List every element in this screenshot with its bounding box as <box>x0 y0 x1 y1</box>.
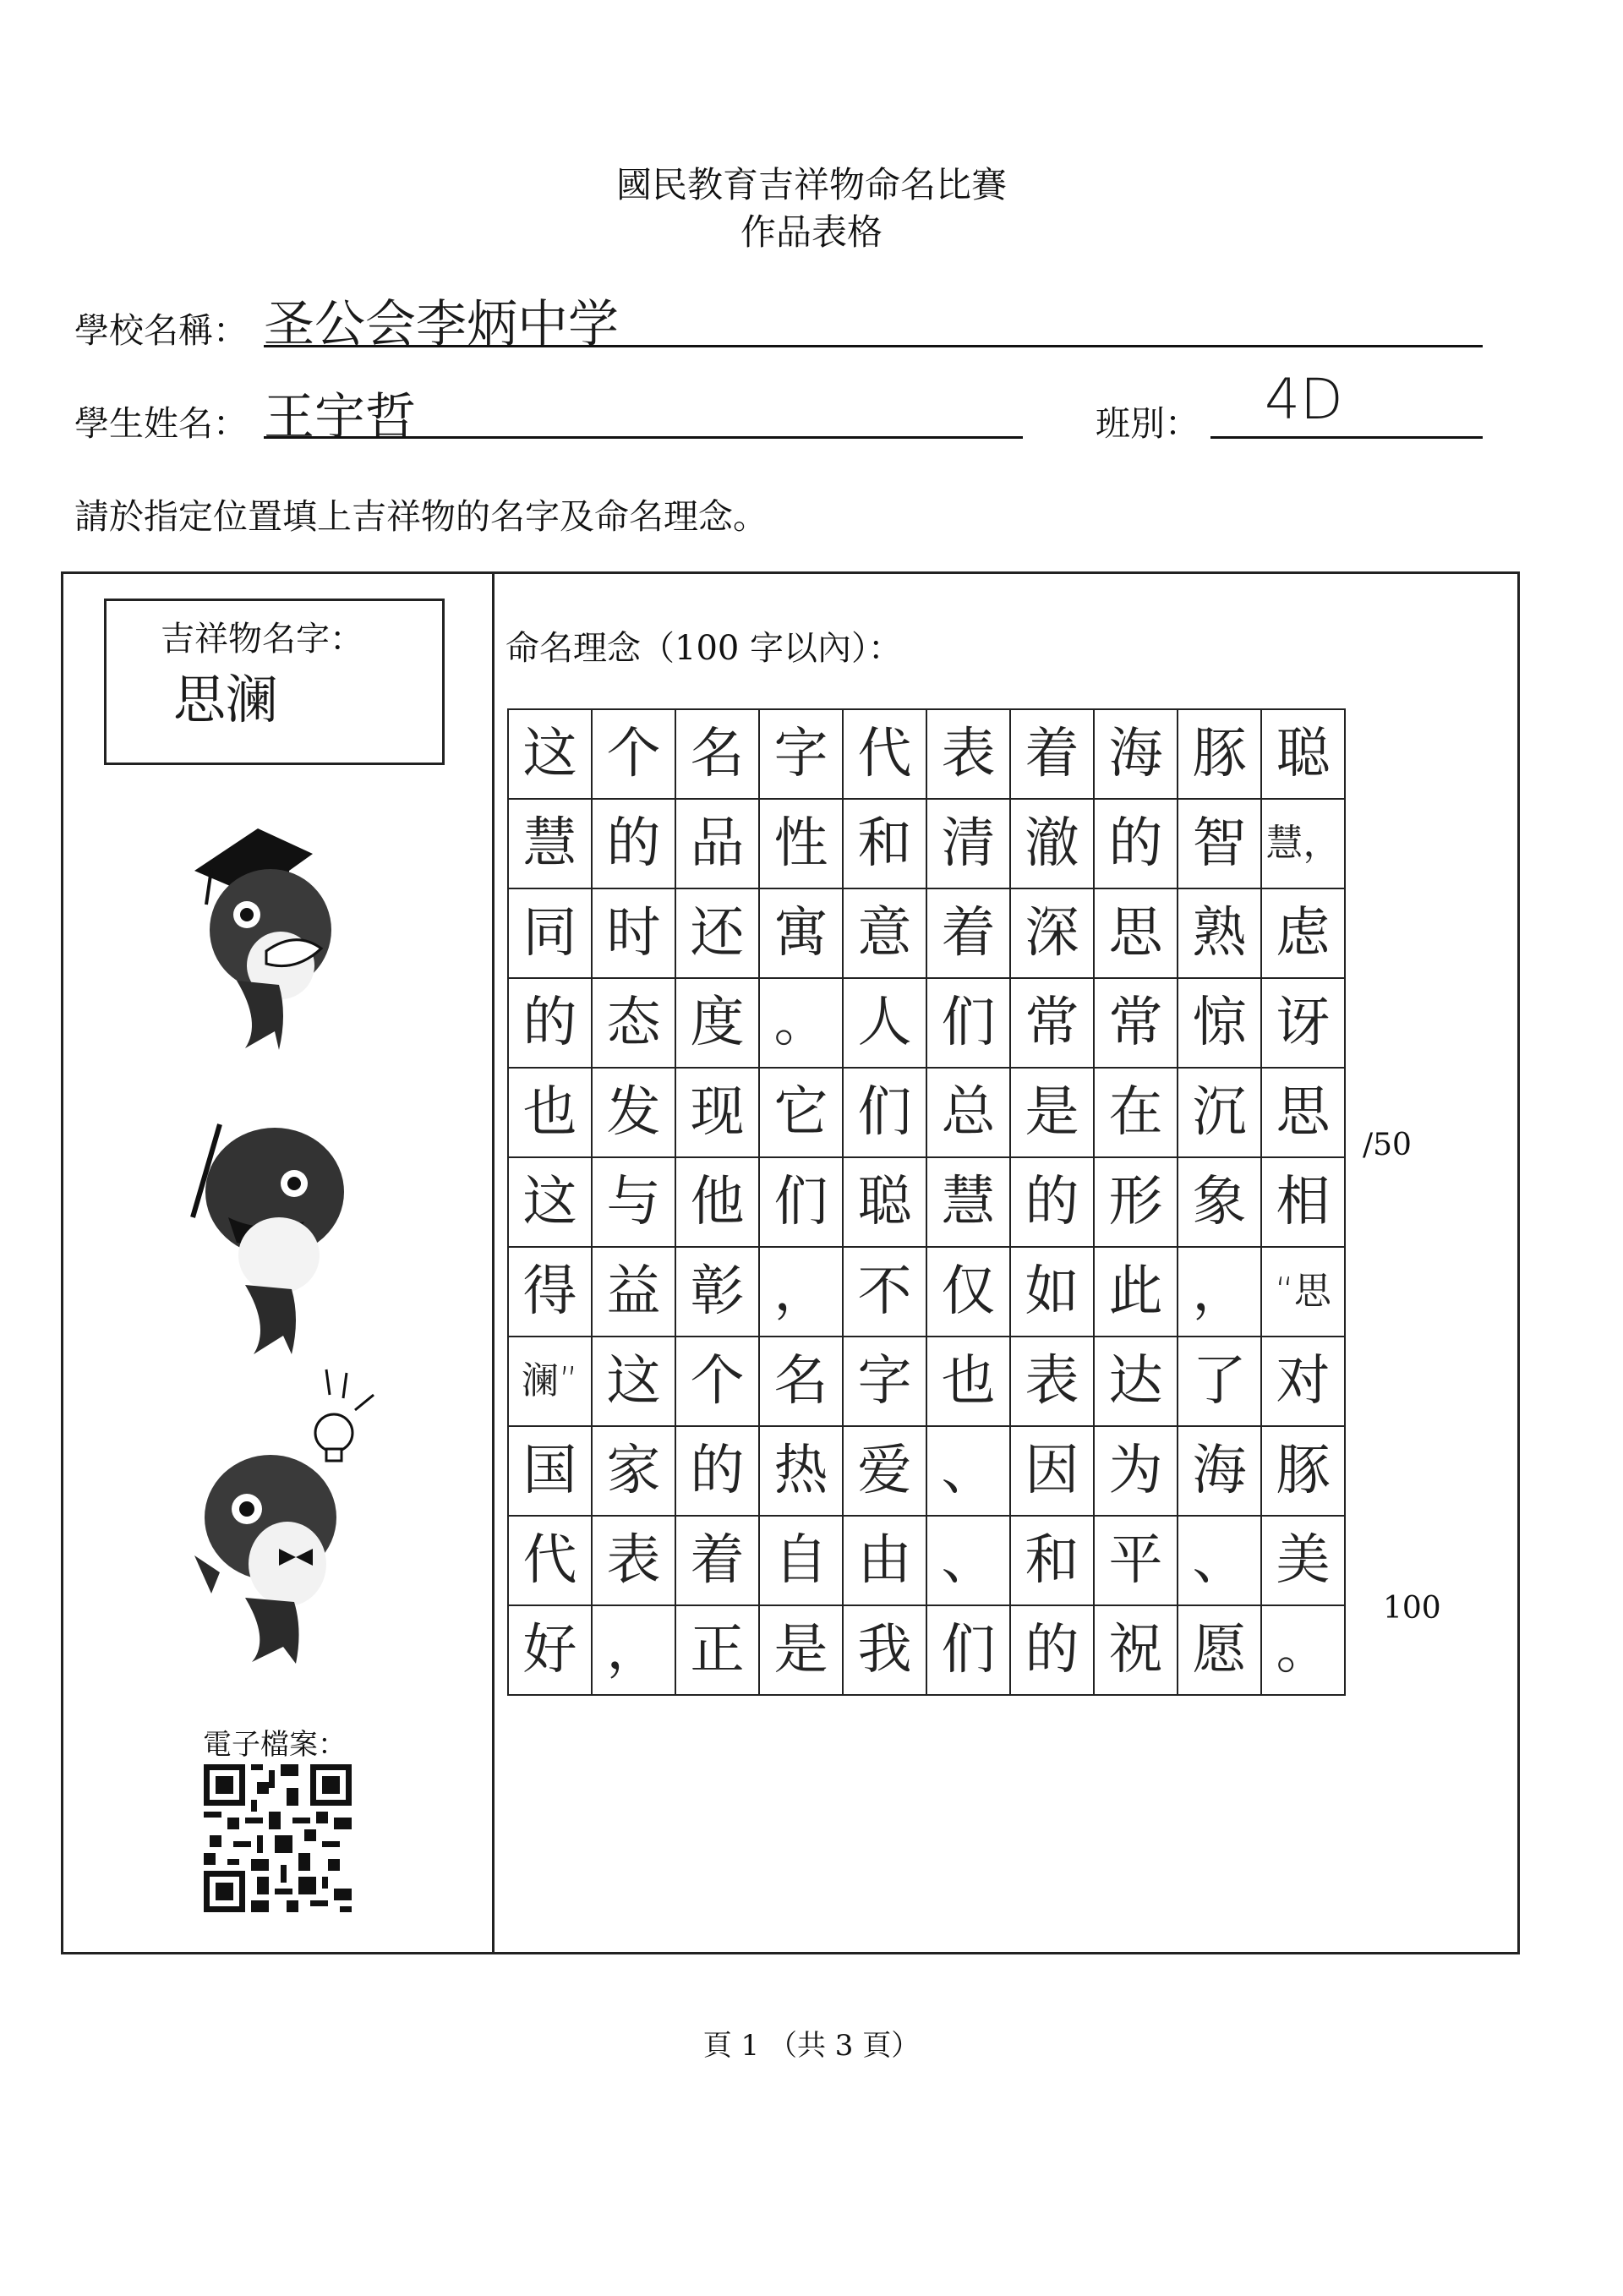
grid-cell[interactable]: 名 <box>675 709 759 799</box>
grid-cell[interactable]: 们 <box>759 1157 843 1247</box>
grid-cell[interactable]: 和 <box>1010 1516 1094 1605</box>
grid-cell[interactable]: 智 <box>1178 799 1261 888</box>
student-label: 學生姓名： <box>74 403 248 444</box>
grid-cell[interactable]: 熟 <box>1178 888 1261 978</box>
grid-cell[interactable]: 清 <box>926 799 1010 888</box>
grid-cell[interactable]: ， <box>1178 1247 1261 1337</box>
grid-cell[interactable]: 海 <box>1178 1426 1261 1516</box>
mascot-name-label: 吉祥物名字： <box>161 620 363 659</box>
grid-cell[interactable]: 他 <box>675 1157 759 1247</box>
grid-cell[interactable]: 寓 <box>759 888 843 978</box>
dolphin-graduate-illustration <box>186 803 355 1057</box>
grid-cell[interactable]: 代 <box>508 1516 592 1605</box>
grid-cell[interactable]: 祝 <box>1094 1605 1178 1695</box>
grid-cell[interactable]: 彰 <box>675 1247 759 1337</box>
class-underline <box>1210 436 1483 439</box>
grid-cell[interactable]: 得 <box>508 1247 592 1337</box>
grid-cell[interactable]: ， <box>759 1247 843 1337</box>
grid-cell[interactable]: 个 <box>592 709 675 799</box>
grid-cell[interactable]: 总 <box>926 1068 1010 1157</box>
student-value[interactable]: 王宇哲 <box>264 388 416 447</box>
form-title: 國民教育吉祥物命名比賽 <box>615 164 1007 205</box>
grid-cell[interactable]: 的 <box>1010 1157 1094 1247</box>
grid-cell[interactable]: 字 <box>759 709 843 799</box>
grid-cell[interactable]: 不 <box>843 1247 926 1337</box>
grid-cell[interactable]: 表 <box>592 1516 675 1605</box>
grid-cell[interactable]: 慧 <box>926 1157 1010 1247</box>
dolphin-pencil-illustration <box>186 1107 355 1361</box>
grid-cell[interactable]: 讶 <box>1261 978 1345 1068</box>
grid-cell[interactable]: 国 <box>508 1426 592 1516</box>
writing-grid <box>507 708 1346 1696</box>
grid-cell[interactable]: 豚 <box>1261 1426 1345 1516</box>
grid-cell[interactable]: 表 <box>926 709 1010 799</box>
grid-cell[interactable]: 们 <box>926 978 1010 1068</box>
grid-cell[interactable]: 它 <box>759 1068 843 1157</box>
mascot-name-value[interactable]: 思澜 <box>173 669 279 730</box>
grid-row <box>508 888 1345 978</box>
grid-cell[interactable]: 思 <box>1261 1068 1345 1157</box>
instruction-text: 請於指定位置填上吉祥物的名字及命名理念。 <box>74 496 768 537</box>
grid-cell[interactable]: 达 <box>1094 1337 1178 1426</box>
grid-row <box>508 1605 1345 1695</box>
grid-cell[interactable]: 对 <box>1261 1337 1345 1426</box>
grid-row <box>508 799 1345 888</box>
grid-cell[interactable]: 的 <box>592 799 675 888</box>
grid-cell[interactable]: 深 <box>1010 888 1094 978</box>
grid-cell[interactable]: 表 <box>1010 1337 1094 1426</box>
page-number: 頁 1 （共 3 頁） <box>702 2029 921 2063</box>
grid-cell[interactable]: 代 <box>843 709 926 799</box>
grid-cell[interactable]: 与 <box>592 1157 675 1247</box>
grid-cell[interactable]: 相 <box>1261 1157 1345 1247</box>
grid-cell[interactable]: 豚 <box>1178 709 1261 799</box>
school-underline <box>264 345 1483 347</box>
grid-cell[interactable]: 和 <box>843 799 926 888</box>
grid-row <box>508 709 1345 799</box>
grid-cell[interactable]: 是 <box>759 1605 843 1695</box>
grid-cell[interactable]: 益 <box>592 1247 675 1337</box>
grid-cell[interactable]: 自 <box>759 1516 843 1605</box>
grid-cell[interactable]: 慧 <box>508 799 592 888</box>
class-value[interactable]: 4D <box>1265 367 1343 432</box>
grid-cell[interactable]: 人 <box>843 978 926 1068</box>
grid-cell[interactable]: 常 <box>1094 978 1178 1068</box>
grid-cell[interactable]: 虑 <box>1261 888 1345 978</box>
grid-cell[interactable]: 正 <box>675 1605 759 1695</box>
column-divider <box>492 571 495 1954</box>
grid-cell[interactable]: 因 <box>1010 1426 1094 1516</box>
grid-cell[interactable]: 的 <box>1010 1605 1094 1695</box>
grid-cell[interactable]: 澜” <box>508 1337 592 1426</box>
grid-cell[interactable]: 们 <box>843 1068 926 1157</box>
grid-row <box>508 1157 1345 1247</box>
school-label: 學校名稱： <box>74 310 248 351</box>
grid-cell[interactable]: 沉 <box>1178 1068 1261 1157</box>
grid-cell[interactable]: 惊 <box>1178 978 1261 1068</box>
grid-cell[interactable]: 的 <box>508 978 592 1068</box>
grid-cell[interactable]: 我 <box>843 1605 926 1695</box>
dolphin-idea-illustration <box>186 1361 389 1665</box>
grid-cell[interactable]: 爱 <box>843 1426 926 1516</box>
grid-cell[interactable]: 了 <box>1178 1337 1261 1426</box>
grid-cell[interactable]: 。 <box>759 978 843 1068</box>
form-subtitle: 作品表格 <box>740 211 883 253</box>
grid-cell[interactable]: 态 <box>592 978 675 1068</box>
grid-cell[interactable]: 愿 <box>1178 1605 1261 1695</box>
grid-cell[interactable]: 美 <box>1261 1516 1345 1605</box>
grid-cell[interactable]: 品 <box>675 799 759 888</box>
grid-cell[interactable]: 此 <box>1094 1247 1178 1337</box>
grid-cell[interactable]: 由 <box>843 1516 926 1605</box>
grid-cell[interactable]: “思 <box>1261 1247 1345 1337</box>
grid-cell[interactable]: 这 <box>508 709 592 799</box>
grid-cell[interactable]: 澈 <box>1010 799 1094 888</box>
grid-cell[interactable]: 现 <box>675 1068 759 1157</box>
class-label: 班別： <box>1096 403 1199 444</box>
qr-code-icon[interactable] <box>204 1764 352 1912</box>
grid-cell[interactable]: 的 <box>1094 799 1178 888</box>
grid-cell[interactable]: 思 <box>1094 888 1178 978</box>
grid-cell[interactable]: 性 <box>759 799 843 888</box>
grid-cell[interactable]: 着 <box>926 888 1010 978</box>
grid-cell[interactable]: 在 <box>1094 1068 1178 1157</box>
grid-cell[interactable]: 这 <box>508 1157 592 1247</box>
grid-cell[interactable]: 为 <box>1094 1426 1178 1516</box>
grid-cell[interactable]: 常 <box>1010 978 1094 1068</box>
grid-cell[interactable]: 时 <box>592 888 675 978</box>
grid-cell[interactable]: 着 <box>675 1516 759 1605</box>
grid-cell[interactable]: 也 <box>508 1068 592 1157</box>
grid-cell[interactable]: ， <box>592 1605 675 1695</box>
grid-row <box>508 1247 1345 1337</box>
grid-cell[interactable]: 、 <box>926 1426 1010 1516</box>
grid-cell[interactable]: 发 <box>592 1068 675 1157</box>
grid-cell[interactable]: 、 <box>1178 1516 1261 1605</box>
concept-label: 命名理念（100 字以內）： <box>505 629 903 668</box>
grid-cell[interactable]: 热 <box>759 1426 843 1516</box>
grid-cell[interactable]: 平 <box>1094 1516 1178 1605</box>
grid-cell[interactable]: 仅 <box>926 1247 1010 1337</box>
word-count-100: 100 <box>1383 1591 1441 1626</box>
grid-cell[interactable]: 度 <box>675 978 759 1068</box>
grid-cell[interactable]: 、 <box>926 1516 1010 1605</box>
grid-cell[interactable]: 这 <box>592 1337 675 1426</box>
grid-row <box>508 978 1345 1068</box>
grid-row <box>508 1426 1345 1516</box>
grid-row <box>508 1068 1345 1157</box>
grid-cell[interactable]: 聪 <box>1261 709 1345 799</box>
grid-cell[interactable]: 还 <box>675 888 759 978</box>
grid-cell[interactable]: 是 <box>1010 1068 1094 1157</box>
word-count-50: /50 <box>1363 1128 1412 1162</box>
grid-row <box>508 1337 1345 1426</box>
school-value[interactable]: 圣公会李炳中学 <box>264 295 619 354</box>
grid-cell[interactable]: 海 <box>1094 709 1178 799</box>
grid-cell[interactable]: 同 <box>508 888 592 978</box>
grid-cell[interactable]: 的 <box>675 1426 759 1516</box>
student-underline <box>264 436 1023 439</box>
grid-cell[interactable]: 意 <box>843 888 926 978</box>
grid-cell[interactable]: 聪 <box>843 1157 926 1247</box>
grid-cell[interactable]: 名 <box>759 1337 843 1426</box>
grid-cell[interactable]: 个 <box>675 1337 759 1426</box>
grid-cell[interactable]: 家 <box>592 1426 675 1516</box>
grid-cell[interactable]: 也 <box>926 1337 1010 1426</box>
grid-cell[interactable]: 慧， <box>1261 799 1345 888</box>
grid-cell[interactable]: 形 <box>1094 1157 1178 1247</box>
grid-cell[interactable]: 着 <box>1010 709 1094 799</box>
grid-row <box>508 1516 1345 1605</box>
grid-cell[interactable]: 好 <box>508 1605 592 1695</box>
grid-cell[interactable]: 字 <box>843 1337 926 1426</box>
grid-cell[interactable]: 象 <box>1178 1157 1261 1247</box>
grid-cell[interactable]: 们 <box>926 1605 1010 1695</box>
electronic-file-label: 電子檔案： <box>203 1728 347 1762</box>
grid-cell[interactable]: 如 <box>1010 1247 1094 1337</box>
grid-cell[interactable]: 。 <box>1261 1605 1345 1695</box>
